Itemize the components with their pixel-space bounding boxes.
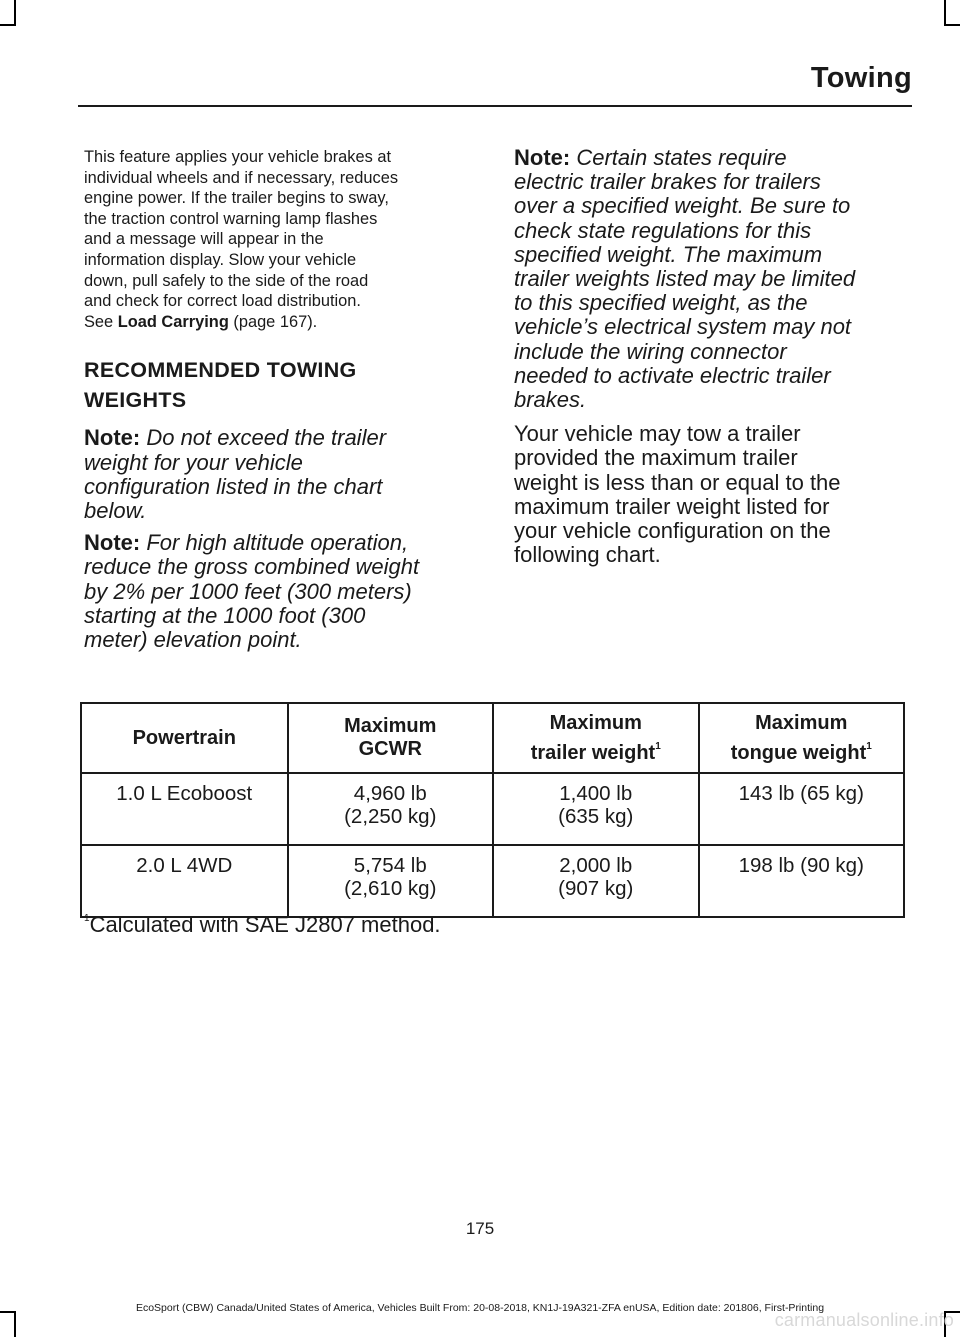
note-label: Note:: [514, 145, 571, 170]
header-line: tongue weight: [730, 742, 867, 764]
note-line: by 2% per 1000 feet (300 meters): [84, 578, 412, 604]
intro-line: and check for correct load distribution.: [84, 292, 361, 311]
cell-line: 4,960 lb: [353, 782, 427, 805]
note-line: needed to activate electric trailer: [514, 362, 831, 388]
intro-line: down, pull safely to the side of the road: [84, 271, 369, 290]
watermark: carmanualsonline.info: [774, 1310, 954, 1330]
note-line: check state regulations for this: [514, 217, 812, 243]
cell-tongue-weight: 198 lb (90 kg): [699, 845, 905, 917]
footnote-marker: 1: [84, 913, 90, 924]
cell-line: (2,610 kg): [344, 877, 437, 900]
crop-mark-top-left-v: [14, 0, 16, 26]
header-divider: [78, 105, 912, 107]
table-footnote: [84, 912, 441, 938]
header-line: Maximum: [755, 712, 848, 734]
cell-powertrain: 2.0 L 4WD: [81, 845, 288, 917]
crop-mark-bottom-left-v: [14, 1311, 16, 1337]
cell-line: 1,400 lb: [559, 782, 633, 805]
crop-mark-top-right-h: [944, 24, 960, 26]
towing-weights-table: [80, 702, 905, 918]
note-line: Certain states require: [570, 145, 787, 170]
left-column: [84, 147, 476, 660]
note-trailer-weight: [84, 426, 476, 523]
cell-tongue-weight: 143 lb (65 kg): [699, 773, 905, 845]
heading-line: RECOMMENDED TOWING: [84, 358, 357, 383]
intro-line: engine power. If the trailer begins to sway,: [84, 189, 389, 208]
intro-line: This feature applies your vehicle brakes at: [84, 148, 392, 166]
table-row: [81, 845, 904, 917]
note-label: Note:: [84, 425, 141, 451]
intro-line: and a message will appear in the: [84, 230, 324, 249]
note-line: below.: [84, 497, 147, 523]
header-line: trailer weight: [530, 742, 656, 764]
see-suffix: (page 167).: [228, 312, 318, 331]
tow-capacity-paragraph: [514, 422, 910, 567]
edition-footer: EcoSport (CBW) Canada/United States of America, Vehicles Built From: 20-08-2018, KN1J-19A321-ZFA enUSA, Edition date: 201806, First-Printing: [135, 1302, 825, 1314]
cell-line: (635 kg): [558, 805, 634, 828]
crop-mark-top-left-h: [0, 24, 16, 26]
cell-trailer-weight: [493, 845, 698, 917]
note-high-altitude: [84, 531, 476, 652]
cell-powertrain: 1.0 L Ecoboost: [81, 773, 288, 845]
footnote-ref: 1: [655, 741, 661, 752]
see-prefix: See: [84, 312, 118, 331]
page-number: 175: [465, 1219, 495, 1238]
note-line: over a specified weight. Be sure to: [514, 193, 851, 219]
note-line: configuration listed in the chart: [84, 473, 383, 499]
para-line: your vehicle configuration on the: [514, 518, 831, 544]
footnote-ref: 1: [866, 741, 872, 752]
load-carrying-link[interactable]: Load Carrying: [117, 312, 229, 331]
header-line: Maximum: [549, 712, 642, 734]
table-row: [81, 773, 904, 845]
table-header-row: [81, 703, 904, 773]
footnote-text: Calculated with SAE J2807 method.: [89, 912, 441, 937]
cell-line: (907 kg): [558, 877, 634, 900]
crop-mark-top-right-v: [944, 0, 946, 26]
header-line: GCWR: [358, 738, 422, 760]
para-line: weight is less than or equal to the: [514, 469, 841, 495]
note-line: to this specified weight, as the: [514, 290, 808, 316]
heading-line: WEIGHTS: [84, 388, 187, 413]
section-heading: [84, 355, 476, 415]
header-max-tongue-weight: [699, 703, 905, 773]
page-title: Towing: [810, 62, 912, 94]
para-line: maximum trailer weight listed for: [514, 493, 830, 519]
cell-gcwr: [288, 845, 493, 917]
header-max-trailer-weight: [493, 703, 698, 773]
note-line: include the wiring connector: [514, 338, 787, 364]
header-line: Maximum: [344, 715, 437, 737]
note-line: meter) elevation point.: [84, 626, 302, 652]
note-line: specified weight. The maximum: [514, 241, 823, 267]
cell-line: (2,250 kg): [344, 805, 437, 828]
intro-paragraph: [84, 147, 476, 332]
header-powertrain: Powertrain: [81, 703, 288, 773]
note-line: For high altitude operation,: [140, 530, 409, 556]
note-label: Note:: [84, 530, 141, 556]
cell-line: 5,754 lb: [353, 854, 427, 877]
para-line: Your vehicle may tow a trailer: [514, 421, 801, 447]
note-line: weight for your vehicle: [84, 449, 303, 475]
right-column: [514, 146, 910, 567]
cell-gcwr: [288, 773, 493, 845]
intro-line: information display. Slow your vehicle: [84, 250, 357, 269]
cell-line: 2,000 lb: [559, 854, 633, 877]
note-line: Do not exceed the trailer: [140, 425, 387, 451]
note-line: brakes.: [514, 387, 587, 413]
para-line: following chart.: [514, 542, 661, 568]
para-line: provided the maximum trailer: [514, 445, 798, 471]
intro-line: individual wheels and if necessary, reduces: [84, 168, 399, 187]
header-max-gcwr: [288, 703, 493, 773]
note-line: vehicle’s electrical system may not: [514, 314, 852, 340]
note-line: electric trailer brakes for trailers: [514, 169, 821, 195]
note-line: starting at the 1000 foot (300: [84, 602, 366, 628]
note-line: reduce the gross combined weight: [84, 554, 420, 580]
cell-trailer-weight: [493, 773, 698, 845]
note-line: trailer weights listed may be limited: [514, 266, 856, 292]
intro-line: the traction control warning lamp flashes: [84, 209, 378, 228]
note-electric-brakes: [514, 146, 910, 412]
